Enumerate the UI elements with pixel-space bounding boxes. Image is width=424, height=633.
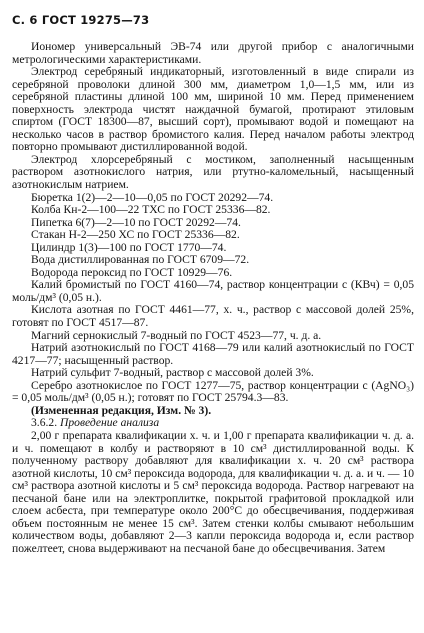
reagent-item: Кислота азотная по ГОСТ 4461—77, х. ч., раствор с массовой долей 25%, готовят по ГОСТ 4517—87. (12, 303, 414, 330)
amendment-note: (Измененная редакция, Изм. № 3). (31, 403, 212, 417)
equipment-item: Бюретка 1(2)—2—10—0,05 по ГОСТ 20292—74. (31, 190, 274, 204)
paragraph-silver-electrode: Электрод серебряный индикаторный, изготовленный в виде спирали из серебряной проволоки длиной 300 мм, диаметром 1,0—1,5 мм, или из серебряной пластины длиной 100 мм, шириной 10 мм. Перед применением поверхность электрода чистят наждачной бумагой, протирают этиловым спиртом (ГОСТ 18300—87, высший сорт), промывают водой и помещают на несколько часов в раствор бромистого калия. Перед началом работы электрод повторно промывают дистиллированной водой. (12, 65, 414, 154)
reagent-item: Калий бромистый по ГОСТ 4160—74, раствор концентрации с (КВч) = 0,05 моль/дм³ (0,05 н.). (12, 278, 414, 304)
paragraph-reference-electrode: Электрод хлорсеребряный с мостиком, заполненный насыщенным раствором азотнокислого натрия, или ртутно-каломельный, насыщенный азотнокислым натрием. (12, 152, 414, 192)
equipment-item: Стакан Н-2—250 ХС по ГОСТ 25336—82. (31, 228, 240, 242)
equipment-item: Водорода пероксид по ГОСТ 10929—76. (31, 265, 233, 279)
paragraph-ionomer: Иономер универсальный ЭВ-74 или другой прибор с аналогичными метрологическими характеристиками. (12, 40, 414, 66)
reagent-item: Серебро азотнокислое по ГОСТ 1277—75, раствор концентрации с (AgNO₃) = 0,05 моль/дм³ (0,05 н.); готовят по ГОСТ 25794.3—83. (12, 378, 414, 405)
reagent-item: Натрий азотнокислый по ГОСТ 4168—79 или калий азотнокислый по ГОСТ 4217—77; насыщенный раствор. (12, 341, 414, 367)
paragraph-analysis: 2,00 г препарата квалификации х. ч. и 1,00 г препарата квалификации ч. д. а. и ч. помещают в колбу и растворяют в 10 см³ дистиллированной воды. К полученному раствору добавляют для квалификации х. ч. 20 см³ раствора азотной кислоты, 10 см³ пероксида водорода, для квалификации ч. д. а. и ч. — 10 см³ раствора азотной кислоты и 5 см³ пероксида водорода. Раствор нагревают на песчаной бане или на электроплитке, покрытой графитовой прокладкой или слоем асбеста, при температуре около 200°С до обесцвечивания, поддерживая объем постоянным не менее 15 см³. Затем стенки колбы смывают небольшим количеством воды, добавляют 2—3 капли пероксида водорода и, если раствор пожелтеет, снова выдерживают на песчаной бане до обесцвечивания. Затем (12, 428, 414, 555)
equipment-item: Пипетка 6(7)—2—10 по ГОСТ 20292—74. (31, 215, 241, 229)
equipment-item: Колба Кн-2—100—22 ТХС по ГОСТ 25336—82. (31, 203, 271, 217)
equipment-item: Цилиндр 1(3)—100 по ГОСТ 1770—74. (31, 240, 227, 254)
section-number: 3.6.2. (31, 416, 58, 430)
section-title: Проведение анализа (60, 416, 160, 430)
reagent-item: Магний сернокислый 7-водный по ГОСТ 4523—77, ч. д. а. (31, 328, 322, 342)
equipment-item: Вода дистиллированная по ГОСТ 6709—72. (31, 253, 250, 267)
page-header: С. 6 ГОСТ 19275—73 (12, 13, 150, 27)
document-body (12, 41, 414, 555)
reagent-item: Натрий сульфит 7-водный, раствор с массовой долей 3%. (31, 366, 314, 380)
